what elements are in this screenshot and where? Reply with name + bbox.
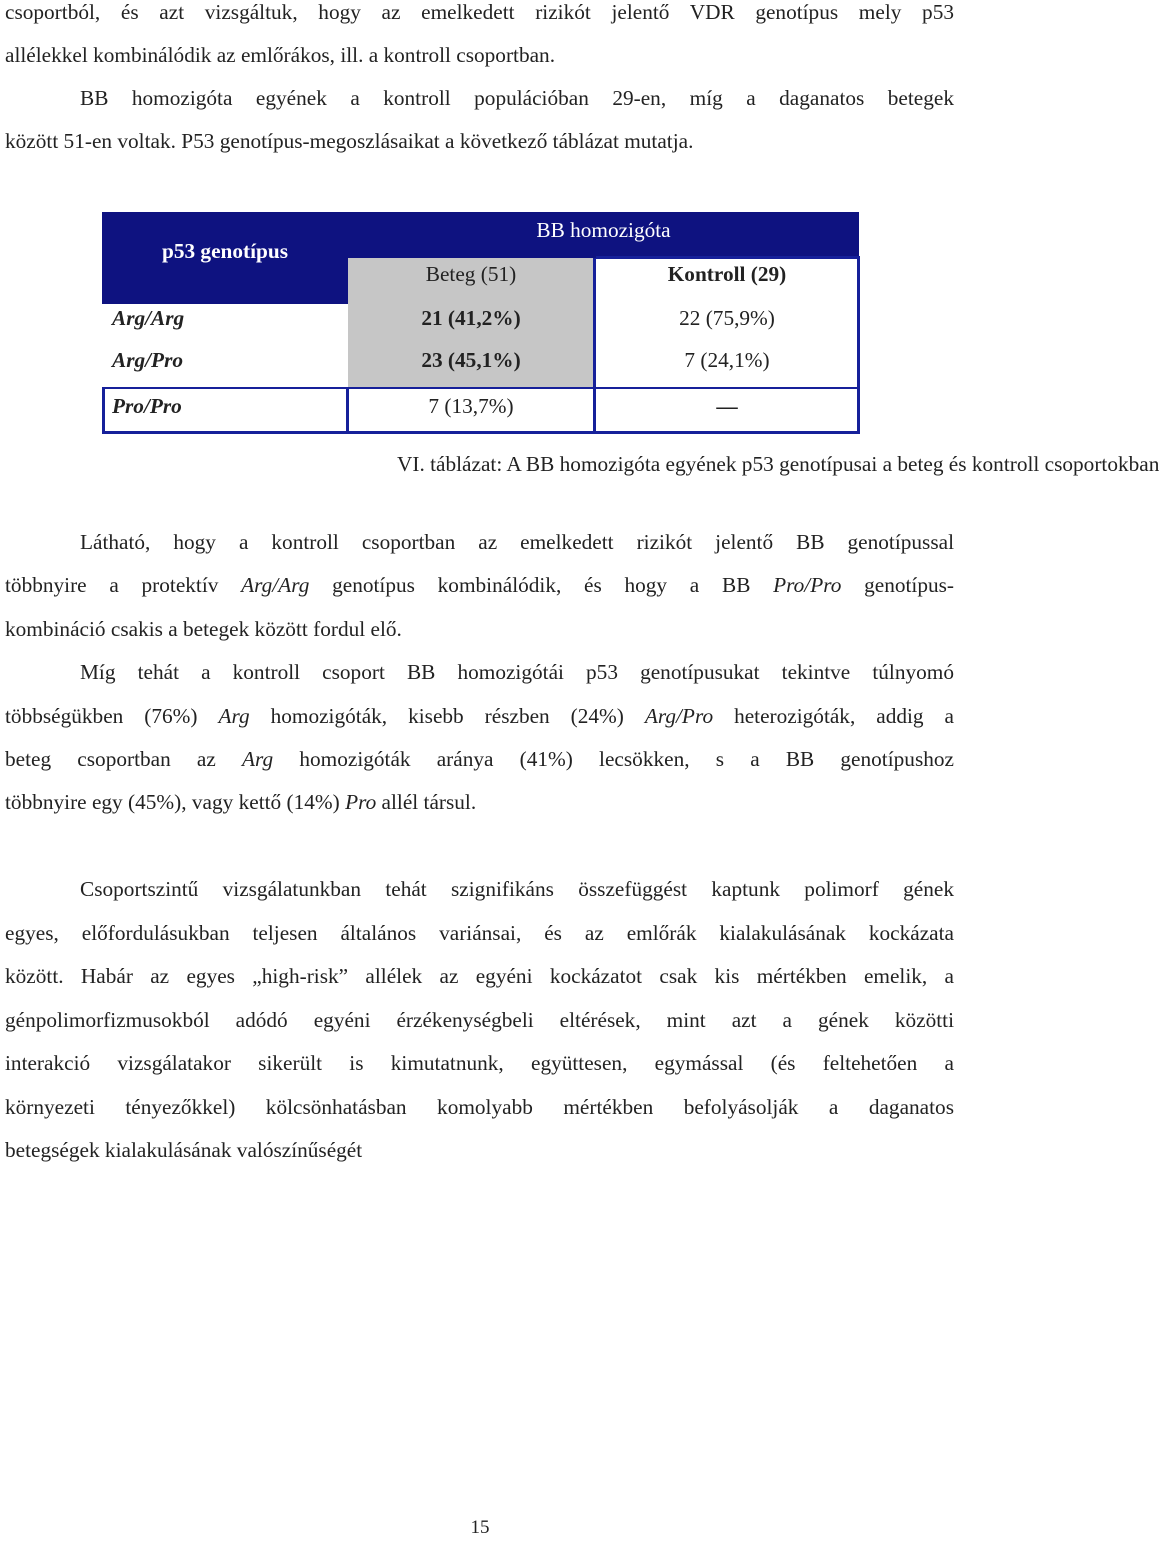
para3-line-2: egyes, előfordulásukban teljesen általános variánsai, és az emlőrák kialakulásának kockázata: [5, 921, 954, 945]
table-row-3-patient: 7 (13,7%): [428, 394, 514, 418]
genotype-table: [102, 212, 859, 434]
para1-line-2: többnyire a protektív Arg/Arg genotípus kombinálódik, és hogy a BB Pro/Pro genotípus-: [5, 573, 955, 597]
para1-line-1: Látható, hogy a kontroll csoportban az emelkedett rizikót jelentő BB genotípussal: [80, 530, 954, 554]
para1-line-3: kombináció csakis a betegek között fordul elő.: [5, 617, 402, 641]
table-row-2-patient: 23 (45,1%): [421, 348, 521, 372]
para3-line-3: között. Habár az egyes „high-risk” allélek az egyéni kockázatot csak kis mértékben emelik, a: [5, 964, 954, 988]
intro-line-4: között 51-en voltak. P53 genotípus-megoszlásaikat a következő táblázat mutatja.: [5, 129, 694, 153]
table-row-3-genotype: Pro/Pro: [112, 394, 182, 418]
table-row-3-control: —: [716, 394, 738, 418]
table-header-genotype: p53 genotípus: [161, 239, 289, 263]
intro-line-2: allélekkel kombinálódik az emlőrákos, ill. a kontroll csoportban.: [5, 43, 556, 67]
table-row-1-patient: 21 (41,2%): [421, 306, 521, 330]
table-border-header-right: [596, 256, 860, 259]
table-col-patient: Beteg (51): [425, 262, 517, 286]
table-row-2-control: 7 (24,1%): [684, 348, 770, 372]
table-border-bottom: [102, 431, 860, 434]
table-border-outer-left: [102, 388, 105, 434]
para2-line-4: többnyire egy (45%), vagy kettő (14%) Pro allél társul.: [5, 790, 477, 814]
intro-line-1: csoportból, és azt vizsgáltuk, hogy az emelkedett rizikót jelentő VDR genotípus mely p53: [5, 0, 954, 24]
table-header-group: BB homozigóta: [536, 218, 671, 242]
table-col-control: Kontroll (29): [667, 262, 787, 286]
para2-line-1: Míg tehát a kontroll csoport BB homozigótái p53 genotípusukat tekintve túlnyomó: [80, 660, 954, 684]
table-row-1-control: 22 (75,9%): [679, 306, 775, 330]
intro-line-3: BB homozigóta egyének a kontroll populációban 29-en, míg a daganatos betegek: [80, 86, 954, 110]
table-caption: VI. táblázat: A BB homozigóta egyének p53 genotípusai a beteg és kontroll csoportokban: [397, 452, 1159, 476]
para3-line-1: Csoportszintű vizsgálatunkban tehát szignifikáns összefüggést kaptunk polimorf gének: [80, 877, 954, 901]
page-number: 15: [470, 1517, 490, 1538]
table-row-2-genotype: Arg/Pro: [112, 348, 184, 372]
para3-line-6: környezeti tényezőkkel) kölcsönhatásban komolyabb mértékben befolyásolják a daganatos: [5, 1095, 954, 1119]
para3-line-4: génpolimorfizmusokból adódó egyéni érzékenységbeli eltérések, mint azt a gének közötti: [5, 1008, 954, 1032]
table-border-row-top: [102, 387, 860, 389]
para2-line-2: többségükben (76%) Arg homozigóták, kisebb részben (24%) Arg/Pro heterozigóták, addig a: [5, 704, 954, 728]
para2-line-3: beteg csoportban az Arg homozigóták aránya (41%) lecsökken, s a BB genotípushoz: [5, 747, 954, 771]
para3-line-7: betegségek kialakulásának valószínűségét: [5, 1138, 363, 1162]
para3-line-5: interakció vizsgálatakor sikerült is kimutatnunk, együttesen, egymással (és feltehetően a: [5, 1051, 954, 1075]
table-row-1-genotype: Arg/Arg: [112, 306, 185, 330]
